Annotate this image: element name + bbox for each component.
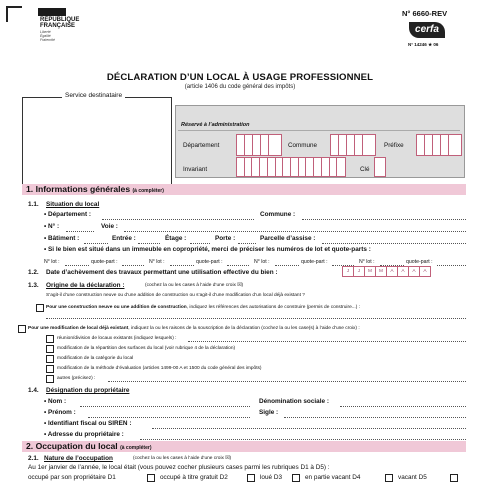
s12-number: 1.2. — [28, 269, 39, 276]
date-cell-m2[interactable]: M — [376, 266, 387, 277]
admin-heading: Réservé à l’administration — [181, 122, 250, 128]
s14-nom-label: • Nom : — [44, 398, 67, 405]
s14-identifiant-field[interactable] — [152, 428, 466, 429]
quotepart-label-1: quote-part : — [91, 259, 118, 265]
new-construction-checkbox[interactable] — [36, 304, 44, 312]
occ-option-5-checkbox[interactable] — [450, 474, 458, 482]
s11-copro-text: • Si le bien est situé dans un immeuble en copropriété, merci de préciser les numéros de lot et quote-parts : — [44, 246, 371, 253]
motto-egalite: Égalité — [40, 34, 51, 38]
occ-option-2-label: occupé à titre gratuit D2 — [160, 474, 228, 481]
s13-title: Origine de la déclaration : — [46, 282, 125, 289]
admin-invariant-cells[interactable] — [236, 157, 346, 177]
s21-number: 2.1. — [28, 455, 39, 462]
document-title: DÉCLARATION D’UN LOCAL À USAGE PROFESSIONNEL — [106, 72, 374, 83]
date-cell-a4[interactable]: A — [420, 266, 431, 277]
s14-adresse-field[interactable] — [140, 439, 466, 440]
admin-divider — [178, 130, 460, 131]
s11-departement-label: • Département : — [44, 211, 91, 218]
occ-option-1-checkbox[interactable] — [147, 474, 155, 482]
admin-prefixe-cells[interactable] — [416, 134, 462, 156]
date-cell-j2[interactable]: J — [354, 266, 365, 277]
admin-cle-cell[interactable] — [374, 157, 386, 177]
s13-number: 1.3. — [28, 282, 39, 289]
lot-field-3[interactable] — [275, 265, 299, 266]
republic-motto — [40, 30, 55, 42]
s11-batiment-field[interactable] — [84, 243, 108, 244]
lot-label-3: N° lot : — [254, 259, 270, 265]
s14-sigle-label: Sigle : — [259, 409, 279, 416]
s12-title: Date d’achèvement des travaux permettant une utilisation effective du bien : — [46, 269, 278, 276]
quotepart-label-4: quote-part : — [406, 259, 433, 265]
s14-title: Désignation du propriétaire — [46, 387, 130, 394]
date-cell-a2[interactable]: A — [398, 266, 409, 277]
motto-liberte: Liberté — [40, 30, 51, 34]
s11-etage-field[interactable] — [190, 243, 210, 244]
admin-commune-label: Commune — [288, 142, 318, 149]
reason-checkbox-4[interactable] — [46, 365, 54, 373]
s11-no-field[interactable] — [66, 231, 94, 232]
reason-label-5: autres (précisez) : — [57, 376, 96, 381]
s11-entree-field[interactable] — [138, 243, 160, 244]
s11-parcelle-label: Parcelle d’assise : — [260, 235, 316, 242]
occ-option-2-checkbox[interactable] — [247, 474, 255, 482]
section-1-title: Informations générales — [35, 184, 131, 194]
section-2-number: 2. — [26, 441, 34, 451]
occ-option-3-label: loué D3 — [260, 474, 283, 481]
s11-title: Situation du local — [46, 201, 100, 208]
date-cell-a3[interactable]: A — [409, 266, 420, 277]
s14-identifiant-label: • Identifiant fiscal ou SIREN : — [44, 420, 132, 427]
reason-checkbox-5[interactable] — [46, 375, 54, 383]
s11-voie-label: Voie : — [101, 223, 118, 230]
lot-label-1: N° lot : — [44, 259, 60, 265]
reason-checkbox-1[interactable] — [46, 335, 54, 343]
quotepart-field-2[interactable] — [227, 265, 249, 266]
s13-question: S’agit-il d’une construction neuve ou d’une addition de construction ou s’agit-il d’une modification d’un local déjà existant ? — [46, 293, 305, 298]
corner-mark — [6, 6, 22, 22]
modification-bold: Pour une modification de local déjà existant — [28, 326, 129, 331]
lot-label-2: N° lot : — [149, 259, 165, 265]
reason-label-3: modification de la catégorie du local — [57, 356, 134, 361]
s13-note: (cochez la ou les cases à l’aide d’une croix ☒) — [145, 283, 244, 288]
admin-departement-cells[interactable] — [236, 134, 282, 156]
modification-rest: , indiquez la ou les raisons de la souscription de la déclaration (cochez la ou les case(s) à l’aide d’une croix) : — [128, 326, 360, 331]
reason-field-1[interactable] — [188, 341, 466, 342]
republique-line: RÉPUBLIQUE — [40, 17, 80, 23]
modification-text — [28, 326, 360, 331]
marianne-logo — [38, 8, 66, 16]
occ-option-3-checkbox[interactable] — [292, 474, 300, 482]
new-construction-bold: Pour une construction neuve ou une addition de construction — [46, 305, 187, 310]
date-cell-a1[interactable]: A — [387, 266, 398, 277]
francaise-line: FRANÇAISE — [40, 23, 76, 30]
lot-label-4: N° lot : — [359, 259, 375, 265]
s14-denomination-label: Dénomination sociale : — [259, 398, 329, 405]
reason-label-1: réunion/division de locaux existants (indiquez lesquels) : — [57, 336, 177, 341]
republique-francaise-logo-text — [40, 17, 79, 29]
admin-commune-cells[interactable] — [330, 134, 376, 156]
s11-porte-field[interactable] — [238, 243, 256, 244]
s14-prenom-label: • Prénom : — [44, 409, 76, 416]
reason-label-2: modification de la répartition des surfaces du local (voir rubrique 4 de la déclaration) — [57, 346, 236, 351]
cerfa-logo: cerfa — [409, 22, 445, 38]
section-2-note: (à compléter) — [120, 445, 152, 451]
occ-option-4-label: en partie vacant D4 — [305, 474, 361, 481]
s12-date-cells[interactable] — [342, 266, 431, 277]
reason-label-4: modification de la méthode d’évaluation (articles 1499-00 A et 1500 du code général des impôts) — [57, 366, 262, 371]
section-2-header — [22, 441, 466, 452]
new-construction-text — [46, 305, 360, 310]
motto-fraternite: Fraternité — [40, 38, 55, 42]
document-subtitle: (article 1406 du code général des impôts) — [184, 84, 296, 90]
occ-option-4-checkbox[interactable] — [385, 474, 393, 482]
date-cell-m1[interactable]: M — [365, 266, 376, 277]
s14-number: 1.4. — [28, 387, 39, 394]
section-1-header — [22, 184, 466, 195]
s11-voie-field[interactable] — [124, 231, 466, 232]
admin-departement-label: Département — [183, 142, 220, 149]
quotepart-label-2: quote-part : — [196, 259, 223, 265]
lot-field-1[interactable] — [65, 265, 89, 266]
reason-checkbox-3[interactable] — [46, 355, 54, 363]
s11-entree-label: Entrée : — [112, 235, 136, 242]
section-1-note: (à compléter) — [132, 188, 164, 194]
s14-denomination-field[interactable] — [340, 406, 466, 407]
section-1-number: 1. — [26, 184, 34, 194]
modification-checkbox[interactable] — [18, 325, 26, 333]
s14-adresse-label: • Adresse du propriétaire : — [44, 431, 124, 438]
new-construction-rest: , indiquez les références des autorisations de construire (permis de construire...) : — [186, 305, 361, 310]
s11-no-label: • N° : — [44, 223, 60, 230]
reason-field-5[interactable] — [108, 381, 466, 382]
quotepart-field-4[interactable] — [437, 265, 466, 266]
admin-invariant-label: Invariant — [183, 166, 208, 173]
s21-note: (cochez la ou les cases à l’aide d’une croix ☒) — [133, 456, 232, 461]
s11-commune-field[interactable] — [302, 219, 466, 220]
lot-field-2[interactable] — [170, 265, 194, 266]
date-cell-j1[interactable]: J — [342, 266, 354, 277]
quotepart-label-3: quote-part : — [301, 259, 328, 265]
s11-parcelle-field[interactable] — [322, 243, 466, 244]
s11-departement-field[interactable] — [102, 219, 254, 220]
s21-intro-line: Au 1er janvier de l’année, le local était (vous pouvez cocher plusieurs cases parmi les rubriques D1 à D5) : — [28, 464, 330, 471]
s14-sigle-field[interactable] — [284, 417, 466, 418]
occ-option-1-label: occupé par son propriétaire D1 — [28, 474, 116, 481]
quotepart-field-1[interactable] — [122, 265, 144, 266]
permit-reference-field[interactable] — [46, 318, 466, 319]
service-destinataire-label: Service destinataire — [62, 92, 125, 99]
form-number: N° 6660-REV — [402, 9, 448, 18]
occ-option-5-label: vacant D5 — [398, 474, 427, 481]
section-2-title: Occupation du local — [35, 441, 118, 451]
s11-number: 1.1. — [28, 201, 39, 208]
s21-title: Nature de l’occupation — [44, 455, 113, 462]
cerfa-number: N° 14246 ★ 06 — [408, 42, 439, 47]
s11-commune-label: Commune : — [260, 211, 296, 218]
s14-nom-field[interactable] — [80, 406, 250, 407]
admin-cle-label: Clé — [360, 166, 370, 173]
s14-prenom-field[interactable] — [88, 417, 250, 418]
admin-prefixe-label: Préfixe — [384, 142, 404, 149]
s11-porte-label: Porte : — [215, 235, 236, 242]
s11-etage-label: Étage : — [165, 235, 187, 242]
s11-batiment-label: • Bâtiment : — [44, 235, 80, 242]
service-destinataire-box[interactable] — [22, 97, 172, 190]
reason-checkbox-2[interactable] — [46, 345, 54, 353]
